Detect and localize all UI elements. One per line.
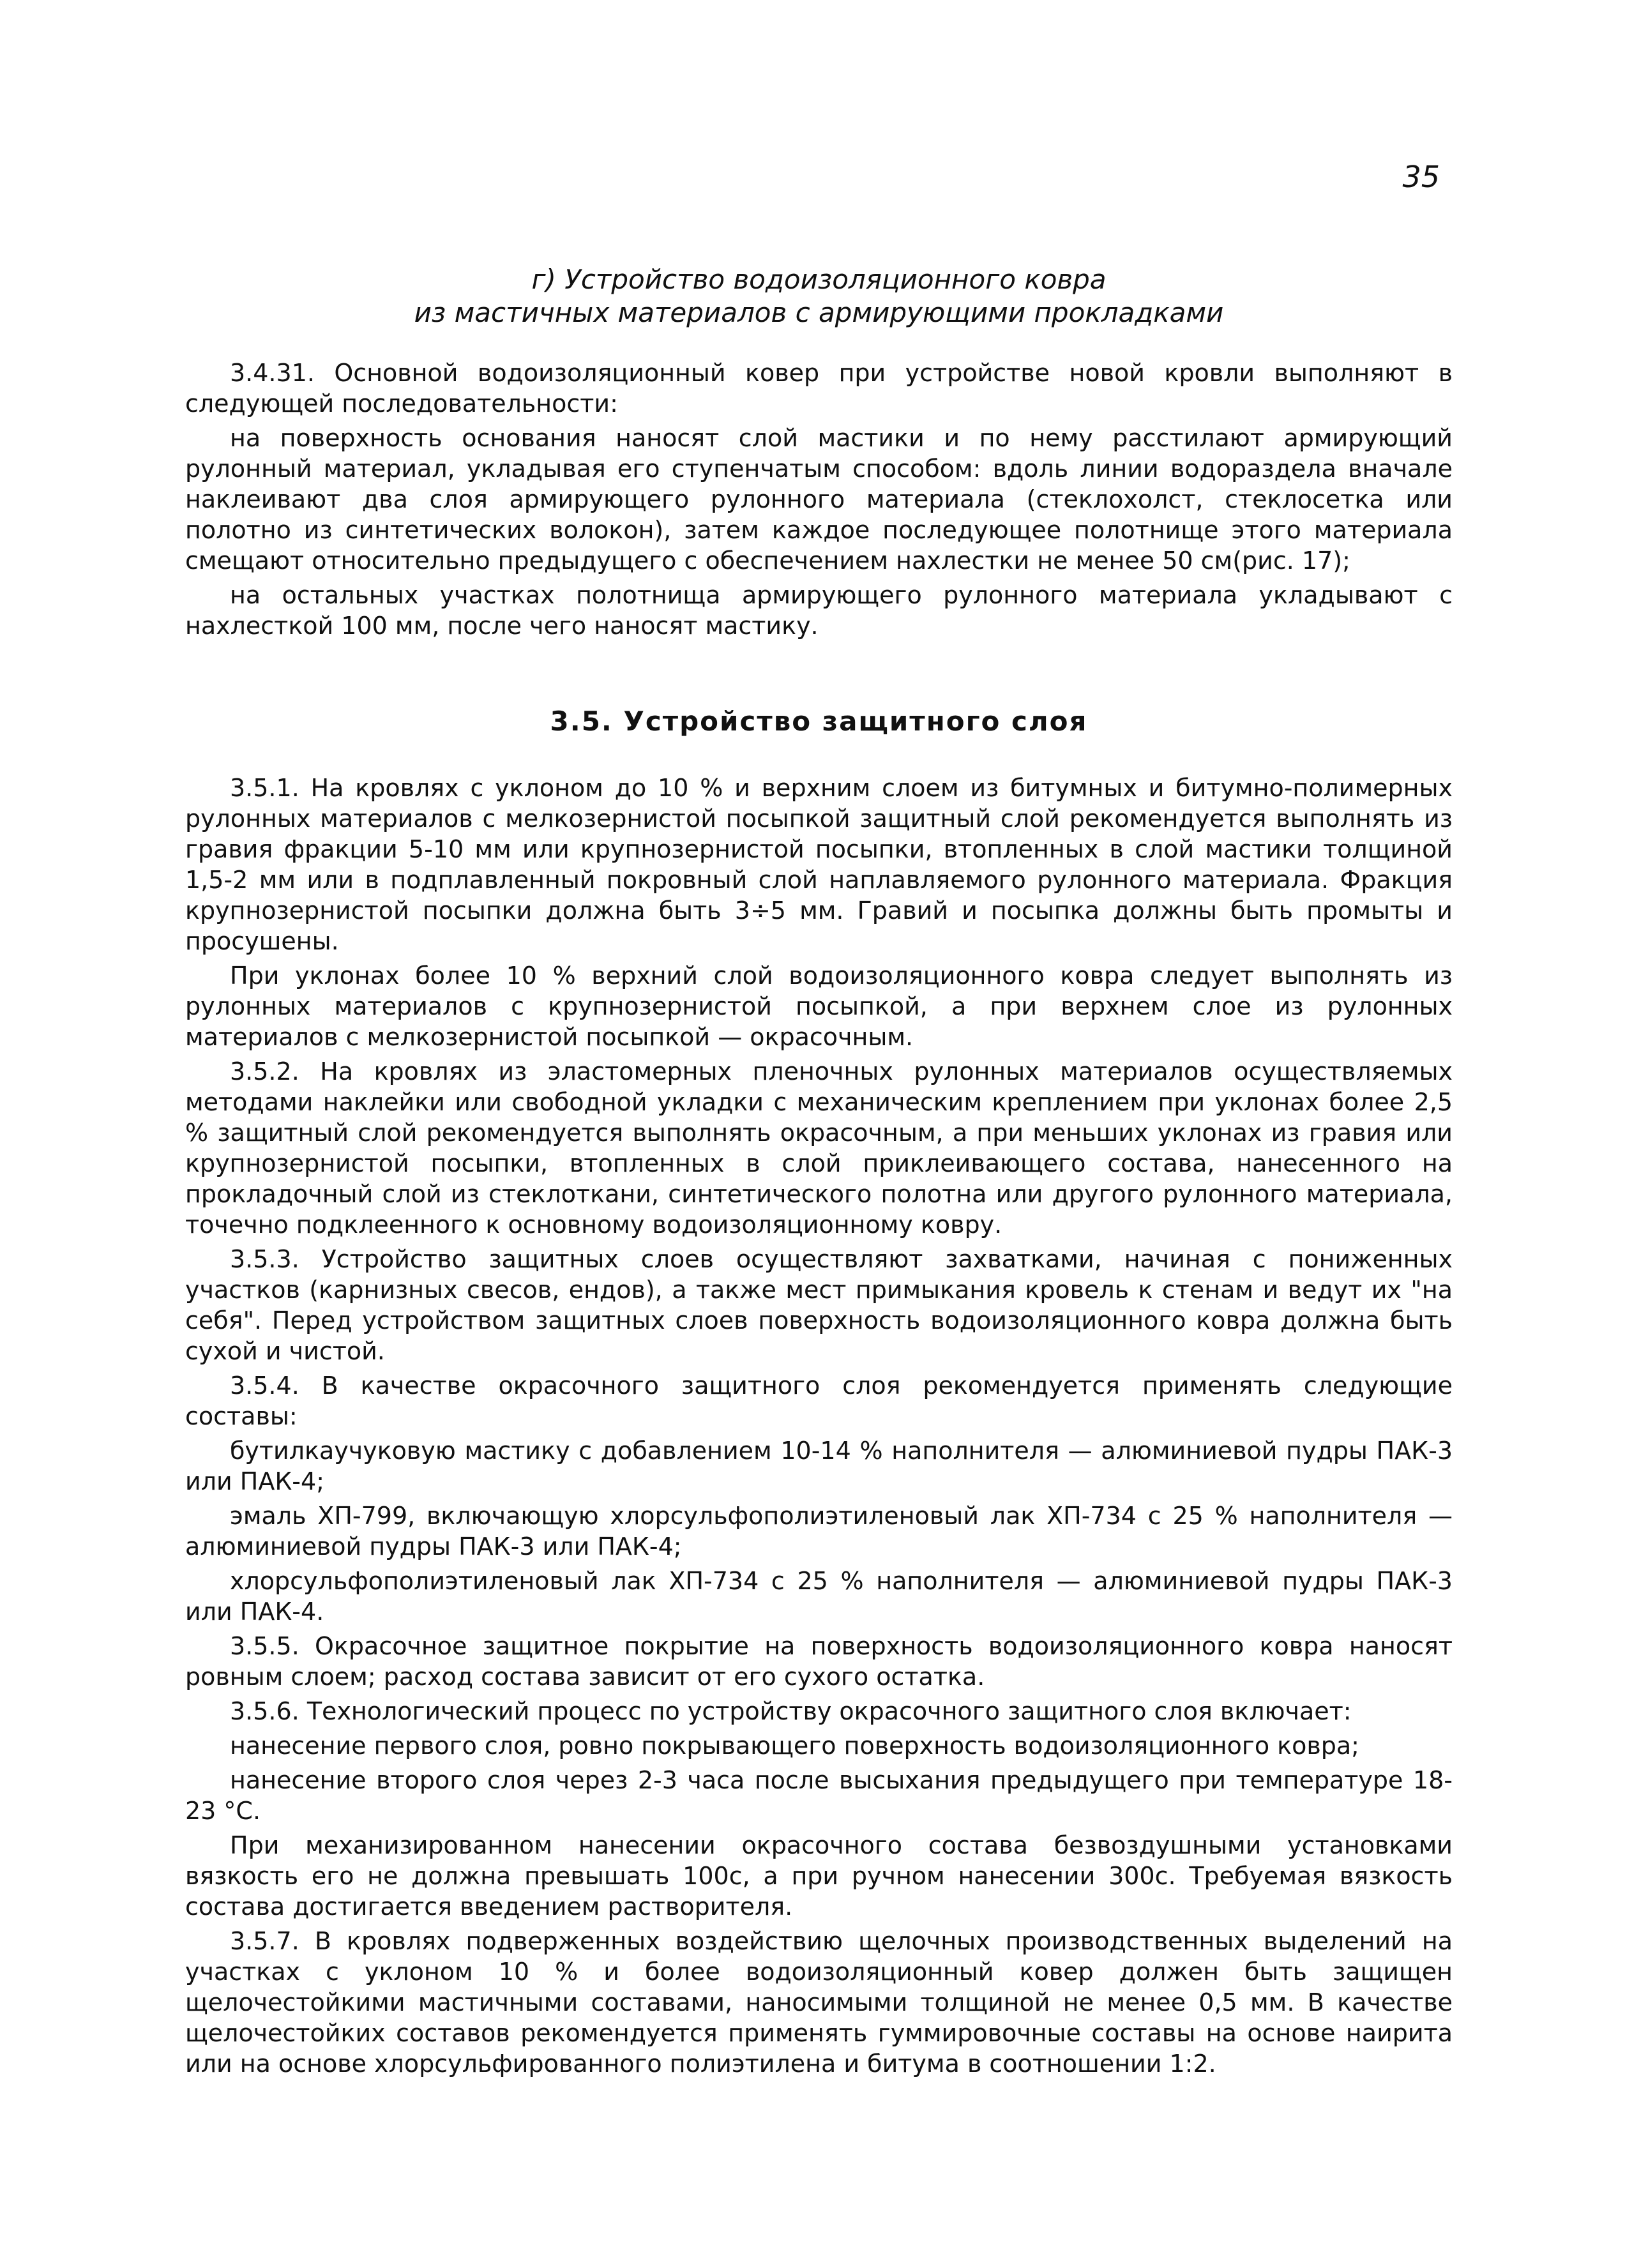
paragraph-group-3-5: [185, 773, 1453, 2083]
paragraph-group-3-4-31: [185, 358, 1453, 645]
paragraph: 3.5.7. В кровлях подверженных воздействию щелочных производственных выделений на участках с уклоном 10 % и более водоизоляционный ковер должен быть защищен щелочестойкими мастичными составами, наносимыми толщиной не менее 0,5 мм. В качестве щелочестойких составов рекомендуется применять гуммировочные составы на основе наирита или на основе хлорсульфированного полиэтилена и битума в соотношении 1:2.: [185, 1927, 1453, 2078]
subsection-heading-line-1: г) Устройство водоизоляционного ковра: [531, 264, 1107, 295]
paragraph: на поверхность основания наносят слой мастики и по нему расстилают армирующий рулонный материал, укладывая его ступенчатым способом: вдоль линии водораздела вначале наклеивают два слоя армирующего рулонного материала (стеклохолст, стеклосетка или полотно из синтетических волокон), затем каждое последующее полотнище этого материала смещают относительно предыдущего с обеспечением нахлестки не менее 50 см(рис. 17);: [185, 424, 1453, 575]
paragraph: на остальных участках полотнища армирующего рулонного материала укладывают с нахлесткой 100 мм, после чего наносят мастику.: [185, 581, 1453, 640]
paragraph: 3.5.4. В качестве окрасочного защитного слоя рекомендуется применять следующие составы:: [185, 1372, 1453, 1430]
paragraph: 3.4.31. Основной водоизоляционный ковер при устройстве новой кровли выполняют в следующей последовательности:: [185, 359, 1453, 418]
paragraph: 3.5.5. Окрасочное защитное покрытие на поверхность водоизоляционного ковра наносят ровным слоем; расход состава зависит от его сухого остатка.: [185, 1632, 1453, 1691]
list-item: бутилкаучуковую мастику с добавлением 10-14 % наполнителя — алюминиевой пудры ПАК-3 или ПАК-4;: [185, 1437, 1453, 1495]
list-item: хлорсульфополиэтиленовый лак ХП-734 с 25 % наполнителя — алюминиевой пудры ПАК-3 или ПАК-4.: [185, 1567, 1453, 1626]
subsection-heading: [185, 263, 1453, 329]
list-item: эмаль ХП-799, включающую хлорсульфополиэтиленовый лак ХП-734 с 25 % наполнителя — алюминиевой пудры ПАК-3 или ПАК-4;: [185, 1502, 1453, 1561]
list-item: нанесение первого слоя, ровно покрывающего поверхность водоизоляционного ковра;: [230, 1732, 1359, 1760]
paragraph: 3.5.1. На кровлях с уклоном до 10 % и верхним слоем из битумных и битумно-полимерных рулонных материалов с мелкозернистой посыпкой защитный слой рекомендуется выполнять из гравия фракции 5-10 мм или крупнозернистой посыпки, втопленных в слой мастики толщиной 1,5-2 мм или в подплавленный покровный слой наплавляемого рулонного материала. Фракция крупнозернистой посыпки должна быть 3÷5 мм. Гравий и посыпка должны быть промыты и просушены.: [185, 774, 1453, 955]
paragraph: 3.5.2. На кровлях из эластомерных пленочных рулонных материалов осуществляемых методами наклейки или свободной укладки с механическим креплением при уклонах более 2,5 % защитный слой рекомендуется выполнять окрасочным, а при меньших уклонах из гравия или крупнозернистой посыпки, втопленных в слой приклеивающего состава, нанесенного на прокладочный слой из стеклоткани, синтетического полотна или другого рулонного материала, точечно подклеенного к основному водоизоляционному ковру.: [185, 1057, 1453, 1239]
paragraph: 3.5.3. Устройство защитных слоев осуществляют захватками, начиная с пониженных участков (карнизных свесов, ендов), а также мест примыкания кровель к стенам и ведут их "на себя". Перед устройством защитных слоев поверхность водоизоляционного ковра должна быть сухой и чистой.: [185, 1245, 1453, 1365]
list-item: нанесение второго слоя через 2-3 часа после высыхания предыдущего при температуре 18-23 °С.: [185, 1766, 1453, 1825]
paragraph: При уклонах более 10 % верхний слой водоизоляционного ковра следует выполнять из рулонных материалов с крупнозернистой посыпкой, а при верхнем слое из рулонных материалов с мелкозернистой посыпкой — окрасочным.: [185, 962, 1453, 1051]
section-title: 3.5. Устройство защитного слоя: [550, 706, 1088, 737]
paragraph: 3.5.6. Технологический процесс по устройству окрасочного защитного слоя включает:: [230, 1697, 1352, 1725]
subsection-heading-line-2: из мастичных материалов с армирующими прокладками: [414, 297, 1224, 328]
page-number: 35: [1402, 160, 1440, 194]
paragraph: При механизированном нанесении окрасочного состава безвоздушными установками вязкость его не должна превышать 100с, а при ручном нанесении 300с. Требуемая вязкость состава достигается введением растворителя.: [185, 1831, 1453, 1921]
